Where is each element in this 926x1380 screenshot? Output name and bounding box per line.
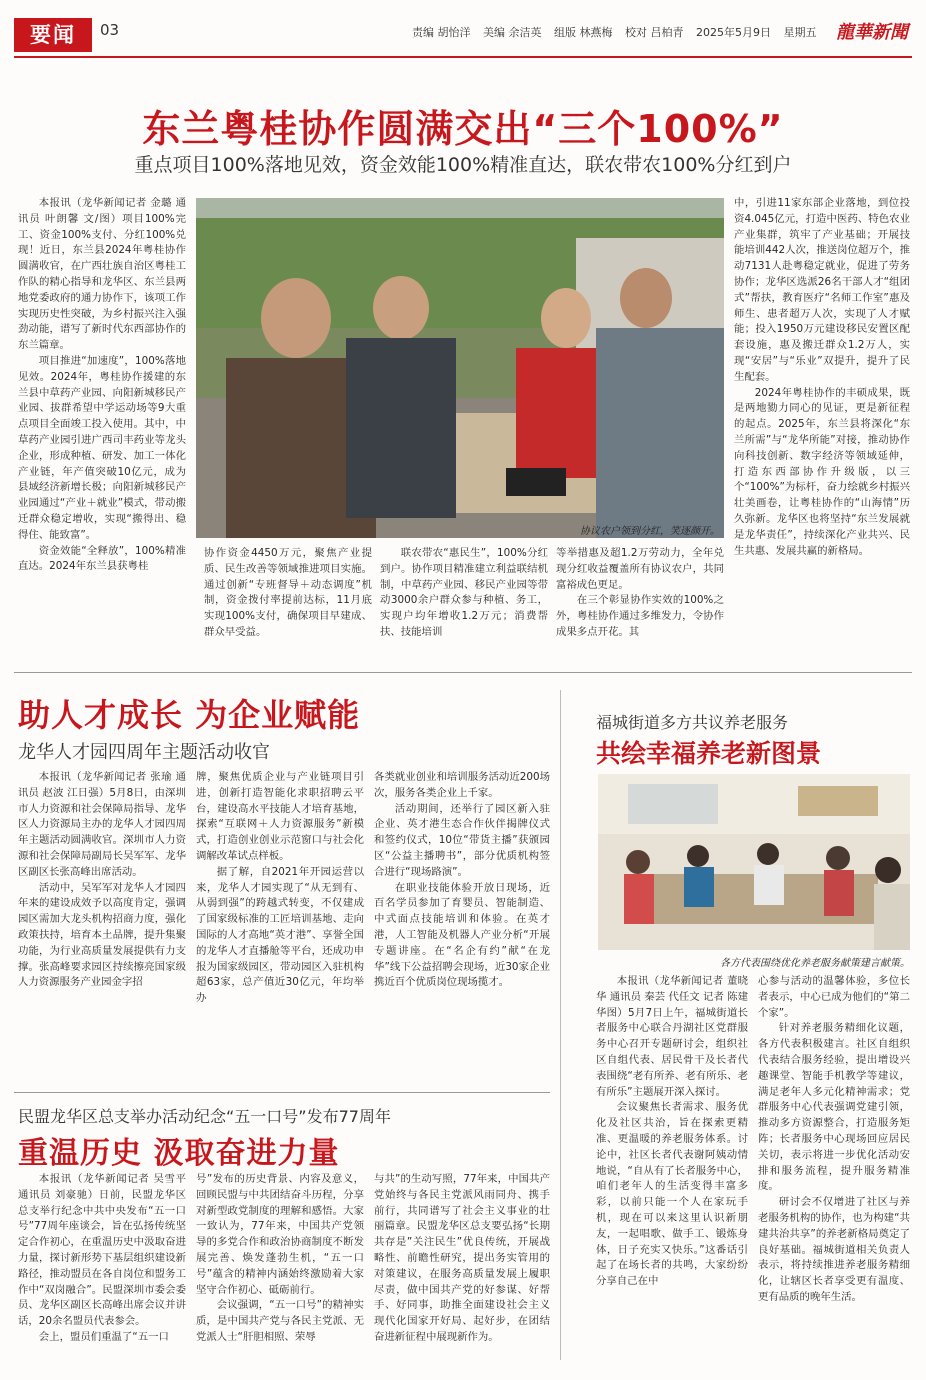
section-divider: [14, 1092, 550, 1093]
lead-column-1: [18, 196, 186, 660]
talent-headline: 助人才成长 为企业赋能: [18, 696, 361, 734]
elderly-column-2: [758, 974, 910, 1364]
issue-date: 2025年5月9日: [696, 26, 771, 39]
lead-paragraph: 联农带农“惠民生”，100%分红到户。协作项目精准建立利益联结机制，中草药产业园、移民产业园等带动3000余户群众参与种植、务工，实现户均年增收1.2万元；消费帮扶、技能培训: [380, 547, 548, 638]
lead-paragraph: 资金效能“全释放”，100%精准直达。2024年东兰县获粤桂: [18, 544, 186, 573]
lead-paragraph: 中，引进11家东部企业落地，到位投资4.045亿元，打造中医药、特色农业产业集群，筑牢了产业基础；开展技能培训442人次，推送岗位超万个，推动7131人赴粤稳定就业，促进了劳务协作；龙华区选派26名干部人才“组团式”帮扶，教育医疗“名师工作室”惠及师生、患者超万人次，实现了人才赋能；投入1950万元建设移民安置区配套设施，惠及搬迁群众1.2万人，实现“安居”与“乐业”双提升，提升了民生配套。: [734, 197, 910, 383]
history-paragraph: 与共”的生动写照，77年来，中国共产党始终与各民主党派风雨同舟、携手前行，共同谱写了社会主义事业的壮丽篇章。民盟龙华区总支要弘扬“长期共存是”关注民生”优良传统，开展战略性、前瞻性研究，提出务实管用的对策建议，在服务高质量发展上履职尽责，做中国共产党的好参谋、好帮手、好同事，助推全面建设社会主义现代化国家开好局、起好步，在团结奋进新征程中展现新作为。: [374, 1173, 550, 1343]
lead-column-4: [556, 546, 724, 660]
lead-column-5: [734, 196, 910, 660]
lead-headline: 东兰粤桂协作圆满交出“三个100%”: [142, 107, 784, 151]
elderly-paragraph: 研讨会不仅增进了社区与养老服务机构的协作，也为构建“共建共治共享”的养老新格局奠定了良好基础。福城街道相关负责人表示，将持续推进养老服务精细化，让辖区长者享受更有温度、更有品质的晚年生活。: [758, 1196, 910, 1303]
talent-subheadline: 龙华人才园四周年主题活动收官: [18, 742, 270, 763]
talent-paragraph: 各类就业创业和培训服务活动近200场次，服务各类企业上千家。: [374, 771, 550, 799]
talent-column-2: [196, 770, 364, 1076]
history-paragraph: 本报讯（龙华新闻记者 吴雪平 通讯员 刘豪驰）日前，民盟龙华区总支举行纪念中共中央发布“五一口号”77周年座谈会，旨在弘扬传统坚定合作初心，在重温历史中汲取奋进力量，探讨新形势下基层组织建设新路径，推动盟员在各自岗位和盟务工作中“双岗融合”。民盟深圳市委会委员、龙华区副区长高峰出席会议并讲话，20余名盟员代表参会。: [18, 1173, 186, 1328]
elderly-photo: [598, 774, 910, 950]
history-paragraph: 号”发布的历史背景、内容及意义，回顾民盟与中共团结奋斗历程，分享对新型政党制度的理解和感悟。大家一致认为，77年来，中国共产党领导的多党合作和政治协商制度不断发展完善、焕发蓬勃生机，“五一口号”蕴含的精神内涵始终激励着大家坚守合作初心、砥砺前行。: [196, 1173, 364, 1296]
talent-paragraph: 活动期间，还举行了园区新入驻企业、英才港生态合作伙伴揭牌仪式和签约仪式，10位“带货主播”获颁园区“公益主播聘书”，部分优质机构签合进行“现场路演”。: [374, 802, 550, 878]
talent-paragraph: 据了解，自2021年开园运营以来，龙华人才园实现了“从无到有、从弱到强”的跨越式转变，不仅建成了国家级标准的工匠培训基地、走向国际的人才高地“英才港”、享誉全国的龙华人才直播舱等平台，还成功申报为国家级园区，带动园区入驻机构超63家，总产值近30亿元，年均举办: [196, 865, 364, 1005]
lead-column-2: [204, 546, 372, 660]
lead-column-3: [380, 546, 548, 660]
credit-editor: 责编 胡怡洋: [412, 26, 471, 39]
lead-paragraph: 协作资金4450万元，聚焦产业提质、民生改善等领域推进项目实施。通过创新“专班督导＋动态调度”机制，资金拨付率提前达标，11月底实现100%支付，确保项目早建成、群众早受益。: [204, 547, 372, 638]
elderly-headline: 共绘幸福养老新图景: [596, 739, 822, 768]
history-column-2: [196, 1172, 364, 1372]
lead-paragraph: 在三个彰显协作实效的100%之外，粤桂协作通过多维发力，令协作成果多点开花。其: [556, 594, 724, 638]
talent-paragraph: 在职业技能体验开放日现场，近百名学员参加了育婴员、智能制造、中式面点技能培训和体验。在英才港，人工智能及机器人产业分析“开展专题讲座。在“名企有约”献“在龙华”线下公益招聘会现场，近30家企业携近百个优质岗位现场揽才。: [374, 881, 550, 989]
history-column-1: [18, 1172, 186, 1372]
elderly-photo-caption: 各方代表围绕优化养老服务献策建言献策。: [720, 958, 910, 969]
talent-column-3: [374, 770, 550, 1076]
credits-line: [412, 24, 826, 40]
credit-proofread: 校对 吕柏青: [625, 26, 684, 39]
talent-paragraph: 本报讯（龙华新闻记者 张瑜 通讯员 赵波 江日强）5月8日，由深圳市人力资源和社会保障局指导、龙华区人力资源局主办的龙华人才园四周年主题活动圆满收官。深圳市人力资源和社会保障局副局长吴军军、龙华区副区长张高峰出席活动。: [18, 771, 186, 878]
elderly-column-1: [596, 974, 748, 1364]
lead-paragraph: 等举措惠及超1.2万劳动力，全年兑现分红收益覆盖所有协议农户，共同富裕成色更足。: [556, 547, 724, 591]
talent-column-1: [18, 770, 186, 1076]
newspaper-logo: 龍華新聞: [836, 22, 908, 43]
header-rule: [14, 56, 912, 58]
elderly-paragraph: 针对养老服务精细化议题，各方代表积极建言。社区自组织代表结合服务经验，提出增设兴趣课堂、智能手机教学等建议，满足老年人多元化精神需求；党群服务中心代表强调党建引领，推动多方资源整合，打造服务矩阵；长者服务中心现场回应居民关切，表示将进一步优化活动安排和服务流程，提升服务精准度。: [758, 1022, 910, 1193]
credit-designer: 美编 余洁英: [483, 26, 542, 39]
page-number: 03: [100, 21, 120, 39]
section-divider: [14, 672, 912, 673]
lead-paragraph: 本报讯（龙华新闻记者 金璐 通讯员 叶朗馨 文/图）项目100%完工、资金100%支付、分红100%兑现！近日，东兰县2024年粤桂协作圆满收官，在广西壮族自治区粤桂工作队的精心指导和龙华区、东兰县两地党委政府的通力协作下，该项工作实现历史性突破，为乡村振兴注入强劲动能，谱写了新时代东西部协作的东兰篇章。: [18, 197, 186, 352]
lead-paragraph: 项目推进“加速度”，100%落地见效。2024年，粤桂协作援建的东兰县中草药产业园、向阳新城移民产业园、拔群希望中学运动场等9大重点项目全面竣工投入使用。其中，中草药产业园引进广西司丰药业等龙头企业，形成种植、研发、加工一体化产业链，年产值突破10亿元，成为县域经济新增长极；向阳新城移民产业园通过“产业＋就业”模式，带动搬迁群众稳定增收，实现“搬得出、稳得住、能致富”。: [18, 354, 186, 541]
weekday: 星期五: [783, 26, 817, 39]
history-kicker: 民盟龙华区总支举办活动纪念“五一口号”发布77周年: [18, 1107, 391, 1126]
history-paragraph: 会上，盟员们重温了“五一口: [38, 1330, 169, 1343]
history-column-3: [374, 1172, 550, 1372]
history-paragraph: 会议强调，“五一口号”的精神实质，是中国共产党与各民主党派、无党派人士“肝胆相照、荣辱: [196, 1299, 364, 1343]
section-tag: 要闻: [14, 18, 92, 52]
column-divider: [560, 690, 561, 1360]
elderly-paragraph: 本报讯（龙华新闻记者 董晓华 通讯员 秦芸 代任文 记者 陈建华图）5月7日上午，福城街道长者服务中心联合丹湖社区党群服务中心召开专题研讨会，组织社区自组代表、居民骨干及长者代表围绕“老有所养、老有所乐、老有所乐”主题展开深入探讨。: [596, 975, 748, 1098]
lead-paragraph: 2024年粤桂协作的丰硕成果，既是两地勠力同心的见证，更是新征程的起点。2025年，东兰县将深化“东兰所需”与“龙华所能”对接，推动协作向科技创新、数字经济等领域延伸，打造东西部协作升级版，以三个“100%”为标杆，奋力绘就乡村振兴壮美画卷，让粤桂协作的“山海情”历久弥新。龙华区也将坚持“东兰发展就是龙华责任”，持续深化产业共兴、民生共惠、发展共赢的新格局。: [734, 386, 910, 557]
lead-photo-caption: 协议农户领到分红，笑逐颜开。: [580, 526, 720, 537]
history-headline: 重温历史 汲取奋进力量: [18, 1136, 340, 1171]
elderly-paragraph: 会议聚焦长者需求、服务优化及社区共治，旨在探索更精准、更温暖的养老服务体系。讨论中，社区长者代表谢阿姨动情地说，“自从有了长者服务中心，咱们老年人的生活变得丰富多彩，以前只能一个人在家玩手机，现在可以来这里认识新朋友，一起唱歌、做手工、锻炼身体，日子充实又快乐。”这番话引起了在场长者的共鸣，大家纷纷分享自己在中: [596, 1101, 748, 1288]
lead-subheadline: 重点项目100%落地见效，资金效能100%精准直达，联农带农100%分红到户: [134, 154, 792, 176]
talent-paragraph: 牌，聚焦优质企业与产业链项目引进，创新打造智能化求职招聘云平台，建设高水平技能人才培育基地，探索“互联网＋人力资源服务”新模式，打造创业创业示范窗口与社会化调解改革试点样板。: [196, 771, 364, 862]
credit-layout: 组版 林燕梅: [554, 26, 613, 39]
elderly-paragraph: 心参与活动的温馨体验，多位长者表示，中心已成为他们的“第二个家”。: [758, 975, 910, 1019]
talent-paragraph: 活动中，吴军军对龙华人才园四年来的建设成效予以高度肯定，强调园区需加大龙头机构招商力度，强化政策扶持，培育本土品牌，提升集聚功能，为行业高质量发展提供有力支撑。张高峰要求园区持续擦亮国家级人力资源服务产业园金字招: [18, 881, 186, 989]
lead-photo: [196, 198, 724, 538]
elderly-kicker: 福城街道多方共议养老服务: [596, 713, 789, 732]
